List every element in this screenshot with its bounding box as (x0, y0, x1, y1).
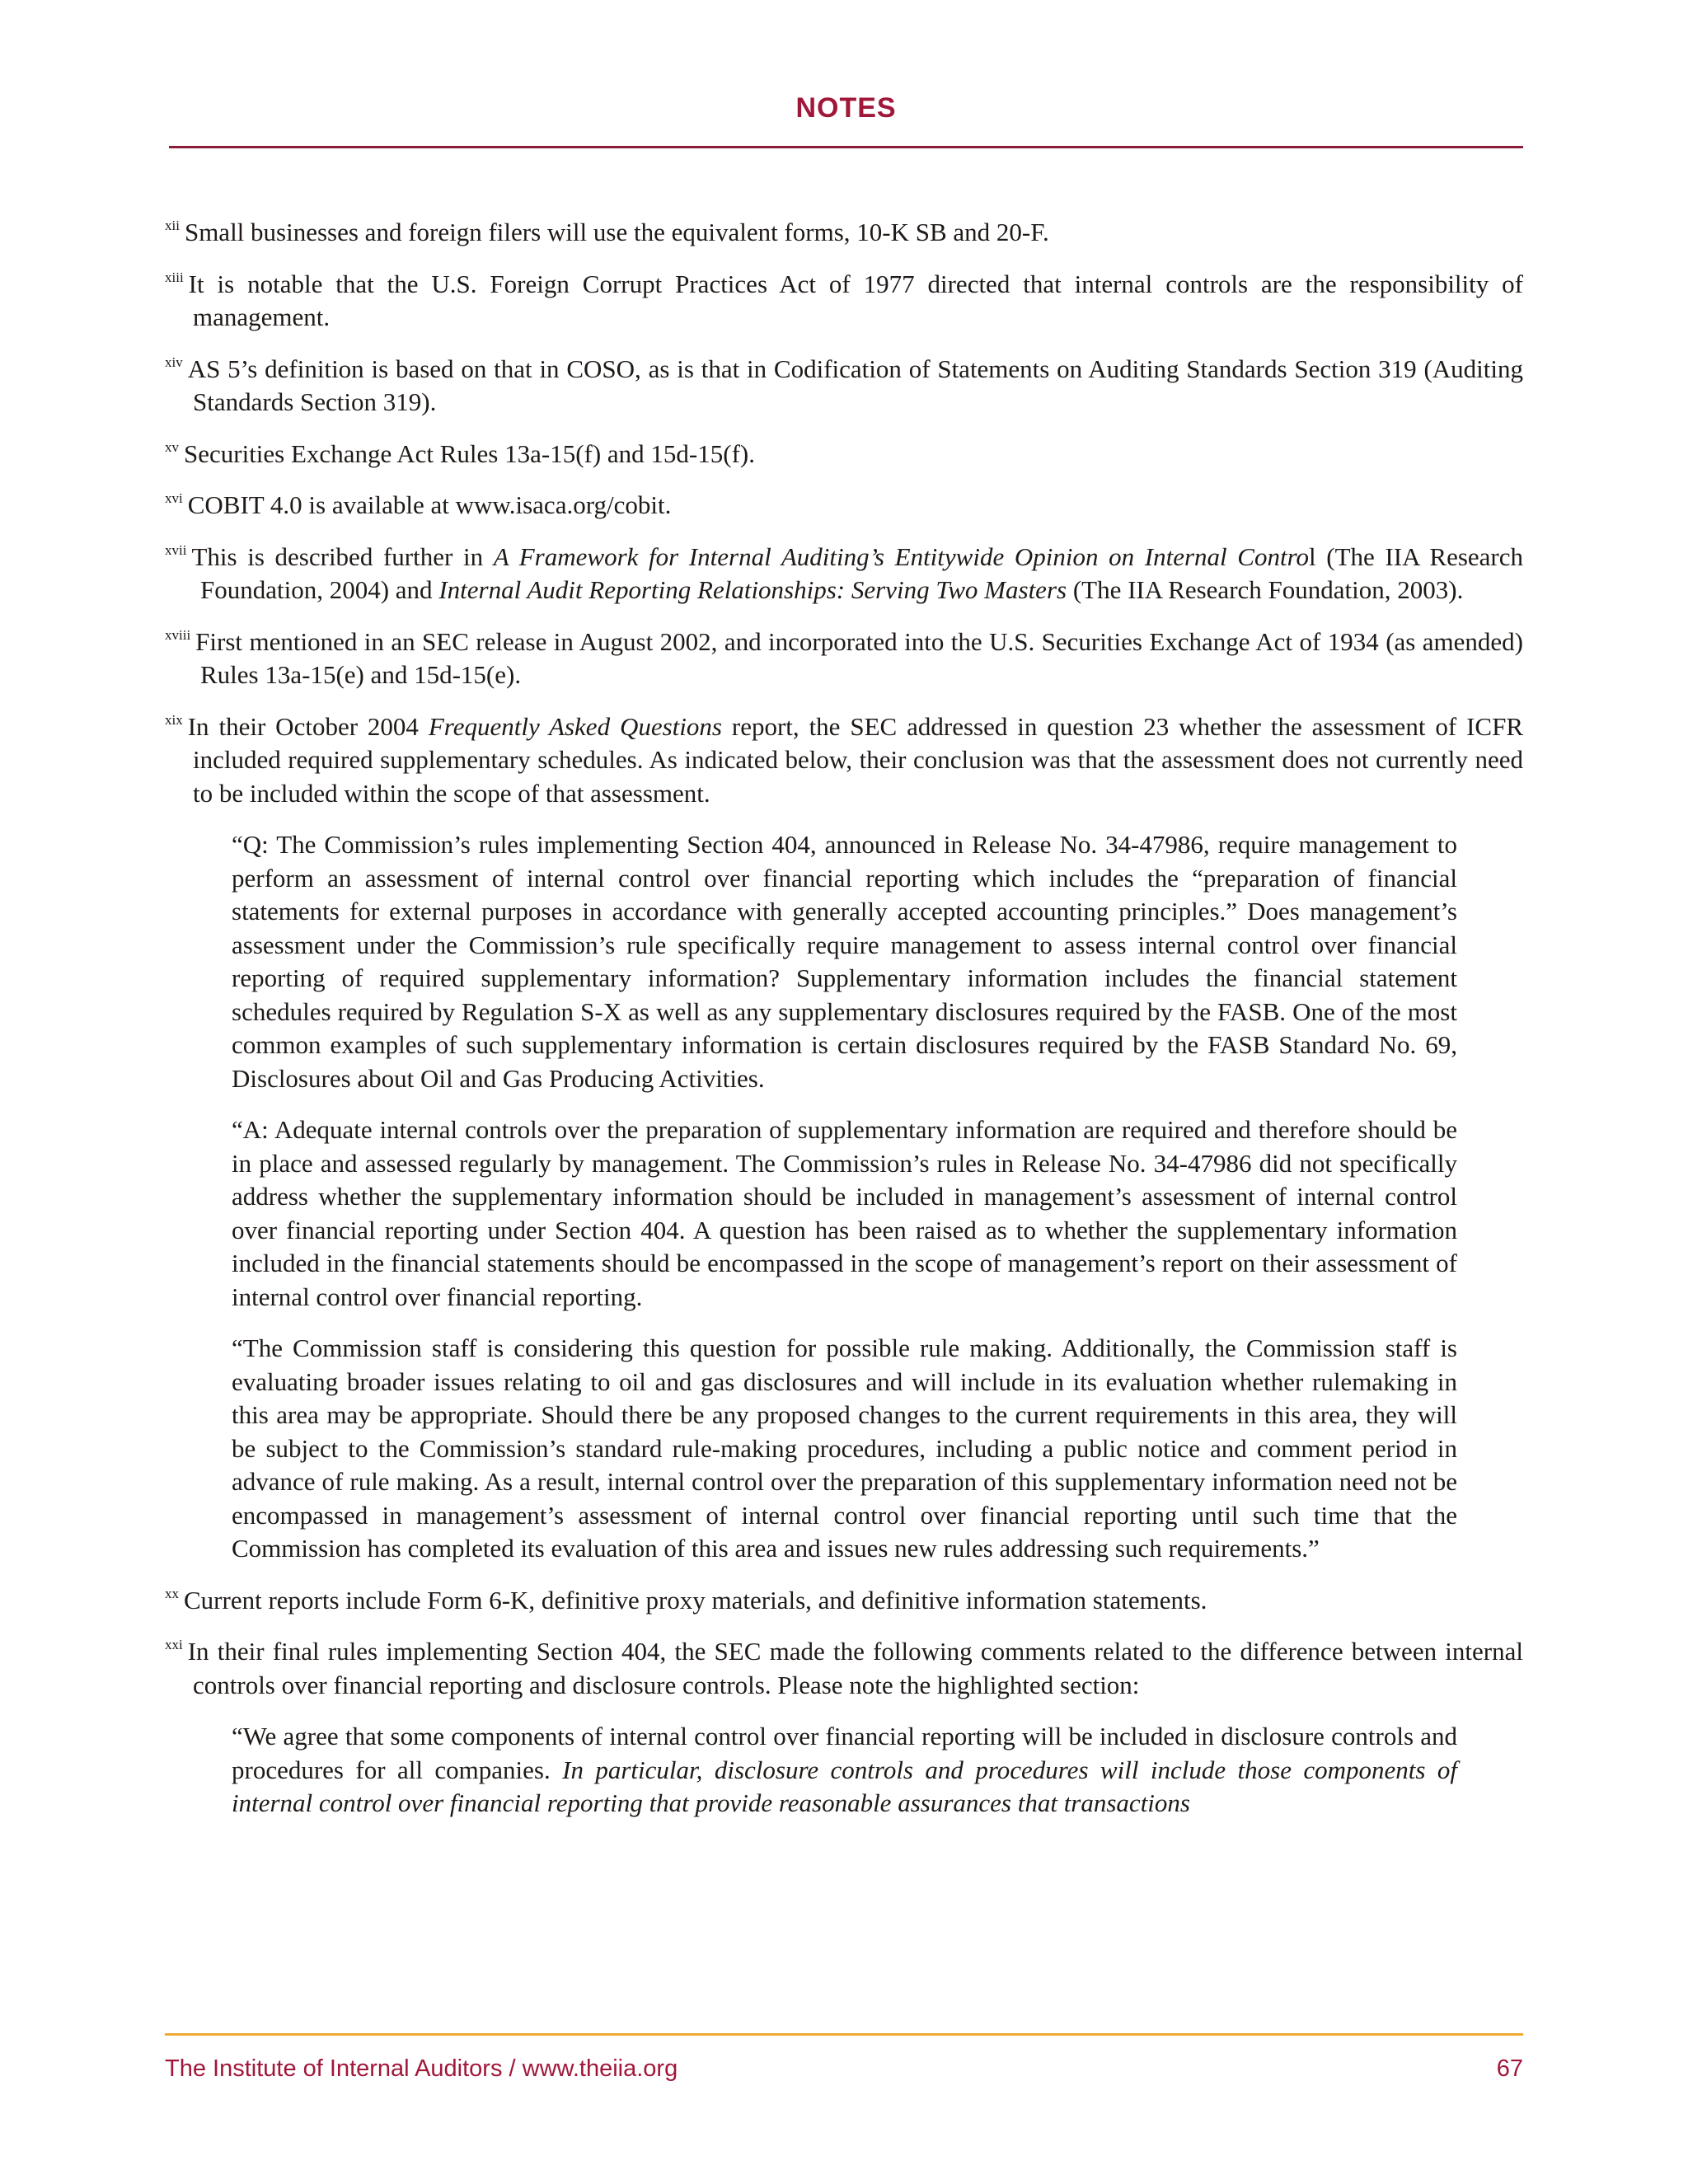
endnote-marker: xvii (165, 541, 187, 558)
endnote-xii (165, 216, 1523, 250)
endnote-marker: xviii (165, 626, 191, 643)
block-quote-staff: “The Commission staff is considering this question for possible rule making. Additionally, the Commission staff is evaluating broader issues relating to oil and gas disclosures and will include in its evaluation whether rulemaking in this area may be appropriate. Should there be any proposed changes to the current requirements in this area, they will be subject to the Commission’s standard rule-making procedures, including a public notice and comment period in advance of rule making. As a result, internal control over the preparation of this supplementary information need not be encompassed in management’s assessment of internal control over financial reporting until such time that the Commission has completed its evaluation of this area and issues new rules addressing such requirements.” (232, 1333, 1457, 1563)
endnote-text: Securities Exchange Act Rules 13a-15(f) and 15d-15(f). (184, 438, 755, 468)
endnote-marker: xx (165, 1585, 179, 1601)
endnote-xviii (165, 626, 1523, 692)
endnote-text: In their final rules implementing Section 404, the SEC made the following comments related to the difference between internal controls over financial reporting and disclosure controls. Please note the highlighted section: (187, 1637, 1523, 1699)
header-divider (169, 146, 1523, 148)
endnote-xiv (165, 353, 1523, 419)
endnote-text: AS 5’s definition is based on that in COSO, as is that in Codification of Statements on Auditing Standards Section 319 (Auditing Standards Section 319). (187, 354, 1523, 416)
block-quote-sec (165, 1720, 1457, 1821)
quote-text: “We agree that some components of internal control over financial reporting will be included in disclosure controls and procedures for all companies. (232, 1722, 1457, 1784)
endnote-text: This is described further in (191, 541, 494, 571)
endnote-xix (165, 710, 1523, 811)
endnote-marker: xiii (165, 269, 184, 285)
book-title: A Framework for Internal Auditing’s Entitywide Opinion on Internal Contro (493, 541, 1309, 571)
endnote-marker: xii (165, 218, 180, 233)
endnote-text: COBIT 4.0 is available at www.isaca.org/cobit. (187, 490, 672, 519)
endnote-text: It is notable that the U.S. Foreign Corrupt Practices Act of 1977 directed that internal controls are the responsibility of management. (188, 269, 1523, 331)
endnote-text: Current reports include Form 6-K, definitive proxy materials, and definitive information statements. (184, 1585, 1207, 1615)
book-title: Internal Audit Reporting Relationships: Serving Two Masters (438, 575, 1067, 604)
footer-publisher: The Institute of Internal Auditors / www.theiia.org (165, 2055, 678, 2082)
endnote-xvii (165, 541, 1523, 607)
endnote-text: In their October 2004 (187, 711, 429, 741)
page-title: NOTES (795, 92, 897, 124)
endnote-text: (The IIA Research Foundation, 2003). (1067, 575, 1464, 604)
endnote-marker: xvi (165, 490, 183, 506)
endnote-marker: xix (165, 711, 183, 728)
endnote-marker: xv (165, 438, 179, 455)
endnote-xiii (165, 268, 1523, 335)
endnote-text: First mentioned in an SEC release in August 2002, and incorporated into the U.S. Securities Exchange Act of 1934 (as amended) Rules 13a-15(e) and 15d-15(e). (195, 626, 1523, 689)
page-number: 67 (1496, 2055, 1523, 2082)
endnote-marker: xxi (165, 1637, 183, 1652)
endnote-xv (165, 438, 1523, 471)
quote-highlight: In particular, disclosure controls and procedures will include those components of internal control over financial reporting that provide reasonable assurances that transactions (232, 1755, 1458, 1817)
footer-divider (165, 2033, 1523, 2036)
endnotes (165, 216, 1523, 1839)
endnote-text: l (The IIA Research Foundation, 2004) and (200, 541, 1523, 604)
block-quote-a: “A: Adequate internal controls over the preparation of supplementary information are required and therefore should be in place and assessed regularly by management. The Commission’s rules in Release No. 34-47986 did not specifically address whether the supplementary information should be included in management’s assessment of internal control over financial reporting under Section 404. A question has been raised as to whether the supplementary information included in the financial statements should be encompassed in the scope of management’s report on their assessment of internal control over financial reporting. (232, 1115, 1457, 1311)
endnote-text: Small businesses and foreign filers will use the equivalent forms, 10-K SB and 20-F. (184, 218, 1049, 246)
report-title: Frequently Asked Questions (428, 711, 722, 741)
endnote-xxi (165, 1635, 1523, 1702)
endnote-text: report, the SEC addressed in question 23 whether the assessment of ICFR included required supplementary schedules. As indicated below, their conclusion was that the assessment does not currently need to be included within the scope of that assessment. (193, 711, 1523, 808)
endnote-xx (165, 1584, 1523, 1618)
endnote-xvi (165, 489, 1523, 523)
endnote-marker: xiv (165, 354, 183, 370)
block-quote-q: “Q: The Commission’s rules implementing Section 404, announced in Release No. 34-47986, require management to perform an assessment of internal control over financial reporting which includes the “preparation of financial statements for external purposes in accordance with generally accepted accounting principles.” Does management’s assessment under the Commission’s rule specifically require management to assess internal control over financial reporting of required supplementary information? Supplementary information includes the financial statement schedules required by Regulation S-X as well as any supplementary disclosures required by the FASB. One of the most common examples of such supplementary information is certain disclosures required by the FASB Standard No. 69, Disclosures about Oil and Gas Producing Activities. (232, 830, 1457, 1093)
